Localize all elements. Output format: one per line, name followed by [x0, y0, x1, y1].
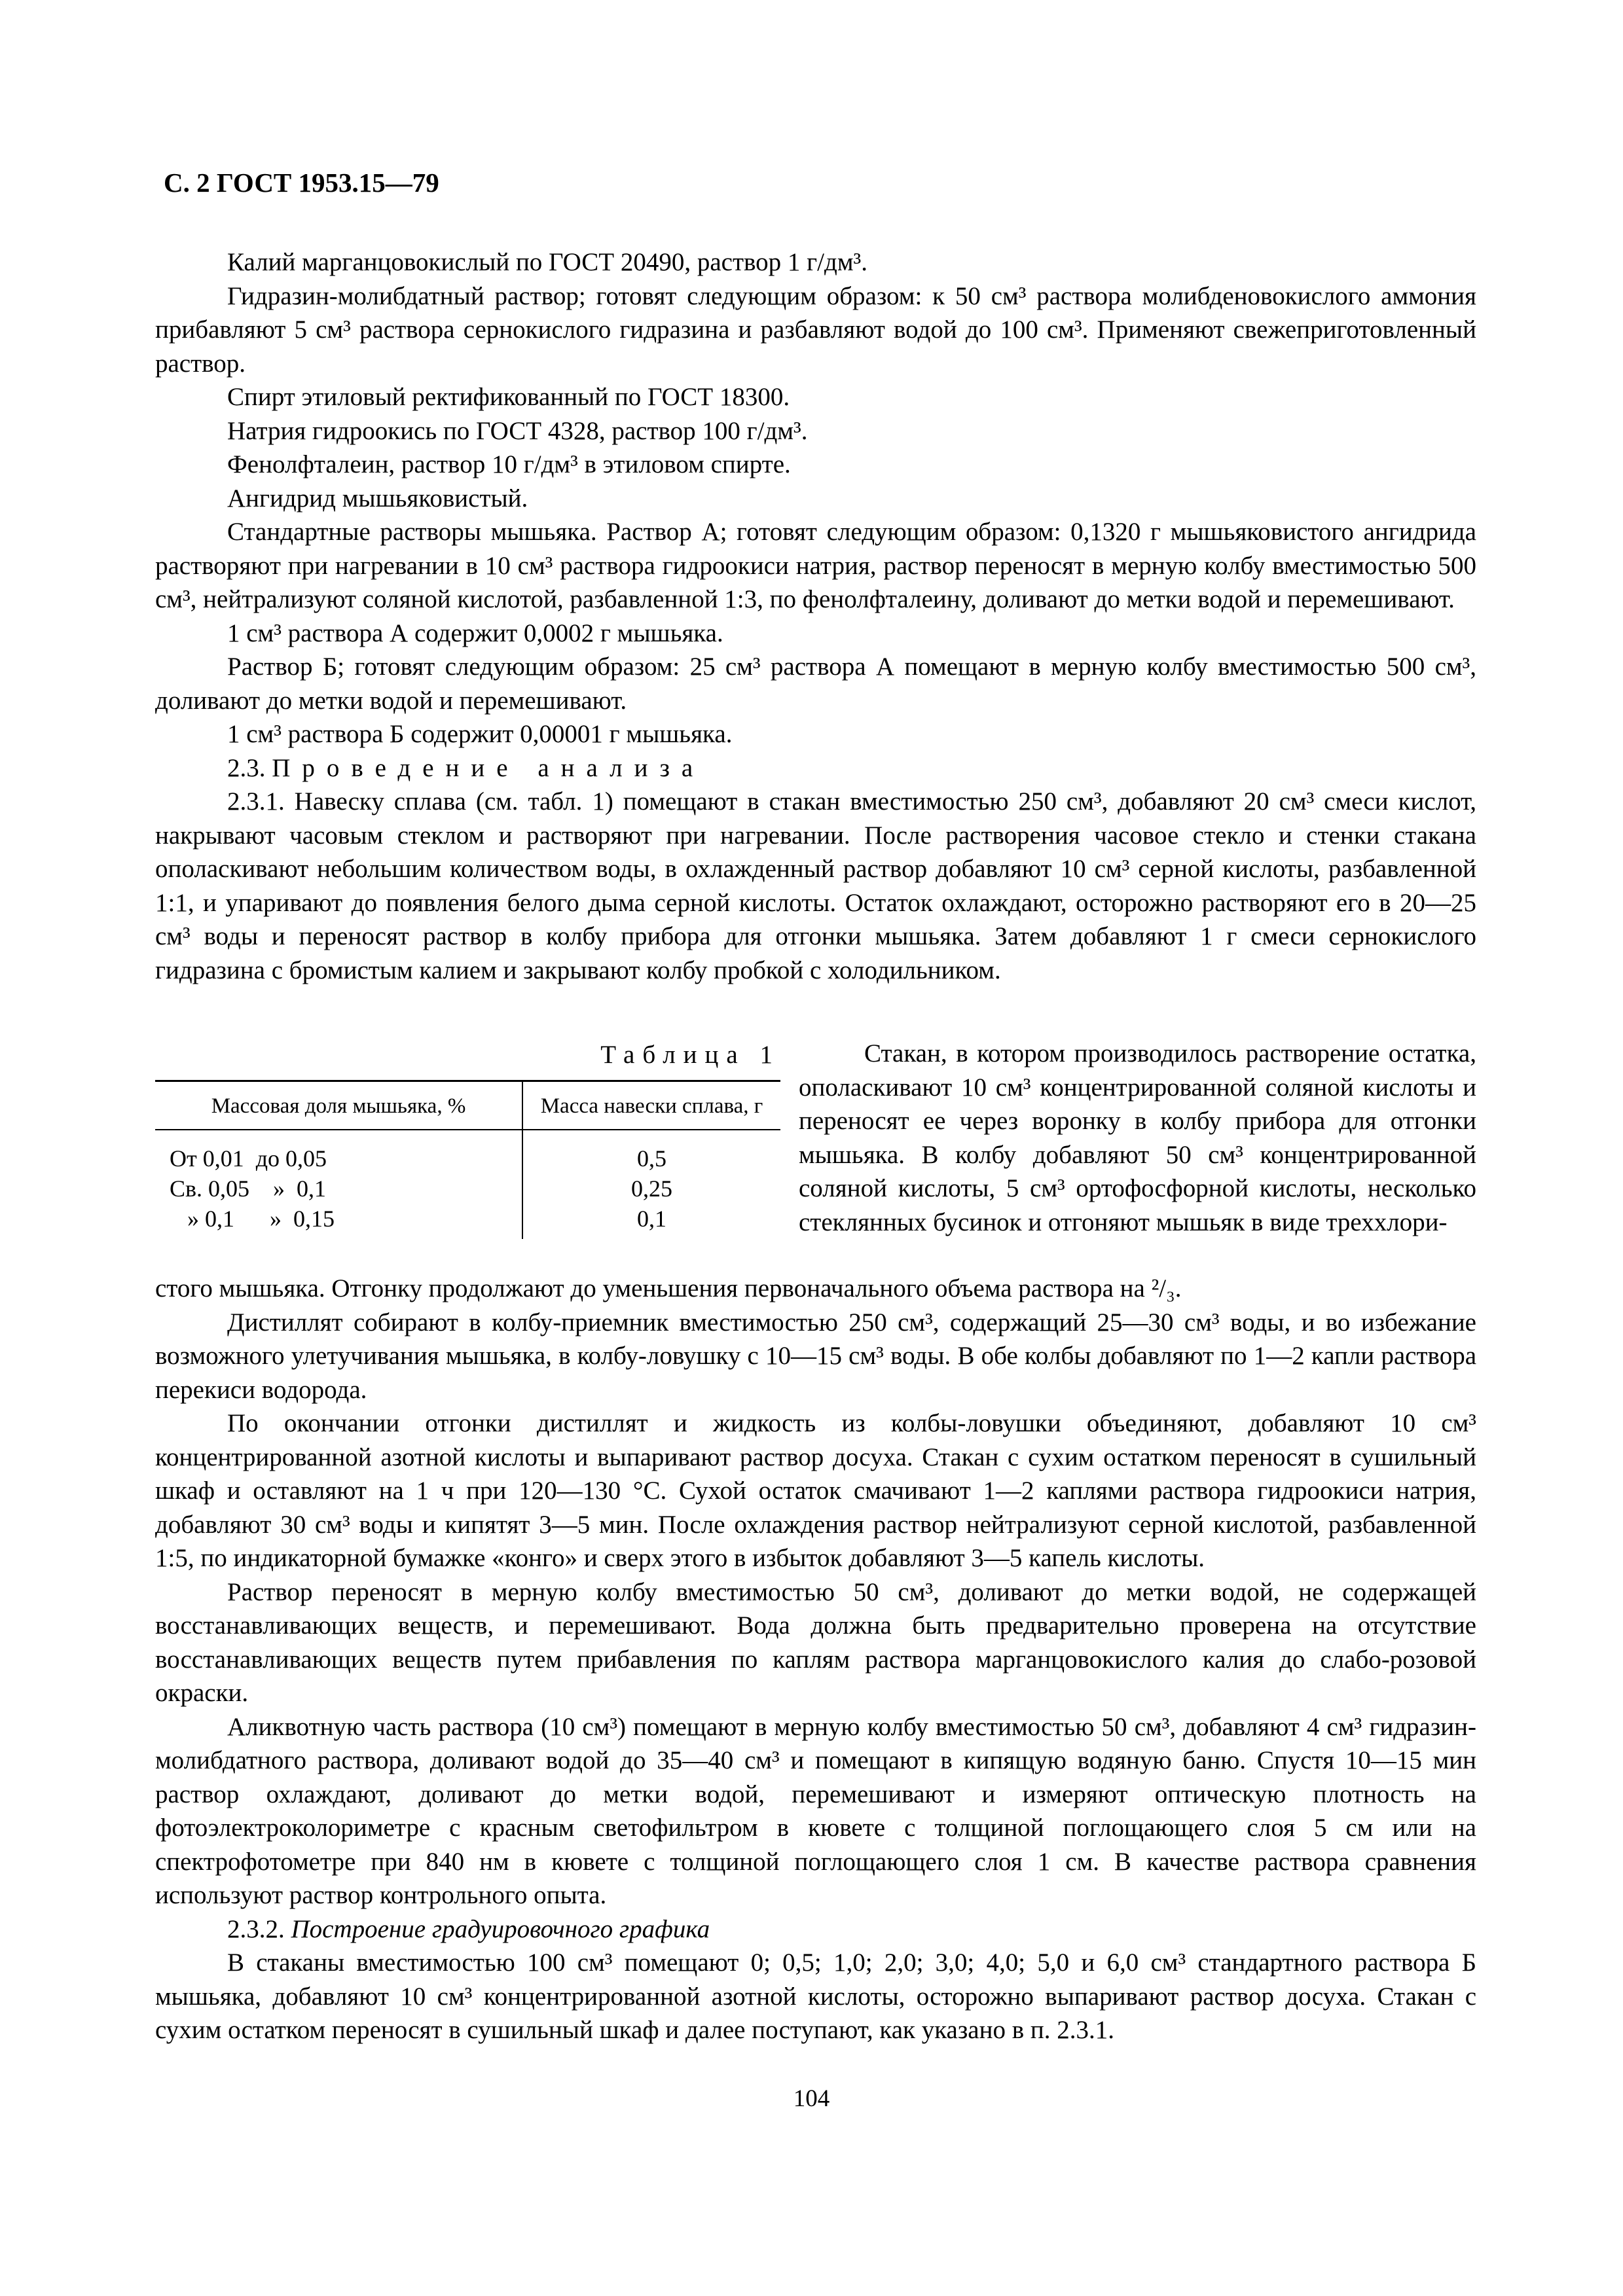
subsection-heading	[155, 1912, 1476, 1946]
page-number: 104	[793, 2085, 830, 2112]
paragraph: Аликвотную часть раствора (10 см³) помещают в мерную колбу вместимостью 50 см³, добавляют 4 см³ гидразин-молибдатного раствора, доливают водой до 35—40 см³ и помещают в кипящую водяную баню. Спустя 10—15 мин раствор охлаждают, доливают до метки водой, перемешивают и измеряют оптическую плотность на фотоэлектроколориметре с красным светофильтром в кювете с толщиной поглощающего слоя 5 см или на спектрофотометре при 840 нм в кювете с толщиной поглощающего слоя 1 см. В качестве раствора сравнения используют раствор контрольного опыта.	[155, 1712, 1476, 1909]
paragraph: В стаканы вместимостью 100 см³ помещают 0; 0,5; 1,0; 2,0; 3,0; 4,0; 5,0 и 6,0 см³ стандартного раствора Б мышьяка, добавляют 10 см³ концентрированной азотной кислоты, осторожно выпаривают раствор досуха. Стакан с сухим остатком переносят в сушильный шкаф и далее поступают, как указано в п. 2.3.1.	[155, 1948, 1476, 2044]
table-header-sample-mass: Масса навески сплава, г	[522, 1081, 780, 1130]
section-number: 2.3.	[227, 753, 266, 782]
paragraph: Раствор Б; готовят следующим образом: 25 см³ раствора А помещают в мерную колбу вместимостью 500 см³, доливают до метки водой и перемешивают.	[155, 653, 1476, 715]
table-cell: » 0,1 » 0,15	[155, 1204, 522, 1239]
table-cell: Св. 0,05 » 0,1	[155, 1174, 522, 1204]
subsection-number: 2.3.2.	[227, 1914, 285, 1943]
subsection-title: Построение градуировочного графика	[291, 1914, 710, 1943]
side-column	[799, 1037, 1476, 1239]
data-table	[155, 1080, 780, 1239]
paragraph: Гидразин-молибдатный раствор; готовят следующим образом: к 50 см³ раствора молибденовокислого аммония прибавляют 5 см³ раствора сернокислого гидразина и разбавляют водой до 100 см³. Применяют свежеприготовленный раствор.	[155, 281, 1476, 378]
paragraph: Раствор переносят в мерную колбу вместимостью 50 см³, доливают до метки водой, не содержащей восстанавливающих веществ, и перемешивают. Вода должна быть предварительно проверена на отсутствие восстанавливающих веществ путем прибавления по каплям раствора марганцовокислого калия до слабо-розовой окраски.	[155, 1577, 1476, 1707]
table-header-arsenic-fraction: Массовая доля мышьяка, %	[155, 1081, 522, 1130]
paragraph: 1 см³ раствора Б содержит 0,00001 г мышьяка.	[227, 720, 733, 748]
paragraph: Фенолфталеин, раствор 10 г/дм³ в этиловом спирте.	[227, 450, 791, 478]
table-cell: 0,1	[637, 1206, 666, 1232]
page-header: С. 2 ГОСТ 1953.15—79	[164, 168, 439, 198]
table-cell: 0,5	[637, 1145, 666, 1172]
paragraph: Натрия гидроокись по ГОСТ 4328, раствор 100 г/дм³.	[227, 416, 808, 445]
paragraph: Стакан, в котором производилось растворение остатка, ополаскивают 10 см³ концентрированной соляной кислоты и переносят ее через воронку в колбу прибора для отгонки мышьяка. В колбу добавляют 50 см³ концентрированной соляной кислоты, 5 см³ ортофосфорной кислоты, несколько стеклянных бусинок и отгоняют мышьяк в виде треххлори-	[799, 1039, 1476, 1236]
table-1	[155, 1039, 780, 1239]
analysis-section	[155, 1272, 1476, 2047]
paragraph: Дистиллят собирают в колбу-приемник вместимостью 250 см³, содержащий 25—30 см³ воды, и во избежание возможного улетучивания мышьяка, в колбу-ловушку с 10—15 см³ воды. В обе колбы добавляют по 1—2 капли раствора перекиси водорода.	[155, 1308, 1476, 1404]
paragraph-2-3-1: 2.3.1. Навеску сплава (см. табл. 1) помещают в стакан вместимостью 250 см³, добавляют 20 см³ смеси кислот, накрывают часовым стеклом и растворяют при нагревании. После растворения часовое стекло и стенки стакана ополаскивают небольшим количеством воды, в охлажденный раствор добавляют 10 см³ серной кислоты, разбавленной 1:1, и упаривают до появления белого дыма серной кислоты. Остаток охлаждают, осторожно растворяют его в 20—25 см³ воды и переносят раствор в колбу прибора для отгонки мышьяка. Затем добавляют 1 г смеси сернокислого гидразина с бромистым калием и закрывают колбу пробкой с холодильником.	[155, 787, 1476, 984]
table-row	[155, 1130, 780, 1174]
paragraph: Спирт этиловый ректификованный по ГОСТ 18300.	[227, 383, 790, 411]
section-title: Проведение анализа	[272, 753, 705, 782]
table-row	[155, 1174, 780, 1204]
table-cell: От 0,01 до 0,05	[155, 1130, 522, 1174]
paragraph: Стандартные растворы мышьяка. Раствор А; готовят следующим образом: 0,1320 г мышьяковистого ангидрида растворяют при нагревании в 10 см³ раствора гидроокиси натрия, раствор переносят в мерную колбу вместимостью 500 см³, нейтрализуют соляной кислотой, разбавленной 1:3, по фенолфталеину, доливают до метки водой и перемешивают.	[155, 518, 1476, 613]
paragraph: Калий марганцовокислый по ГОСТ 20490, раствор 1 г/дм³.	[227, 248, 867, 276]
paragraph-continuation: стого мышьяка. Отгонку продолжают до уменьшения первоначального объема раствора на ²/₃.	[155, 1274, 1182, 1302]
paragraph: По окончании отгонки дистиллят и жидкость из колбы-ловушки объединяют, добавляют 10 см³ концентрированной азотной кислоты и выпаривают раствор досуха. Стакан с сухим остатком переносят в сушильный шкаф и оставляют на 1 ч при 120—130 °С. Сухой остаток смачивают 1—2 каплями раствора гидроокиси натрия, добавляют 30 см³ воды и кипятят 3—5 мин. После охлаждения раствор нейтрализуют серной кислотой, разбавленной 1:5, по индикаторной бумажке «конго» и сверх этого в избыток добавляют 3—5 капель кислоты.	[155, 1409, 1476, 1572]
paragraph: Ангидрид мышьяковистый.	[227, 484, 528, 512]
reagents-section	[155, 245, 1476, 987]
table-cell: 0,25	[631, 1175, 672, 1202]
table-caption: Таблица 1	[600, 1041, 780, 1069]
paragraph: 1 см³ раствора А содержит 0,0002 г мышьяка.	[227, 619, 723, 647]
section-heading	[155, 751, 1476, 785]
table-row	[155, 1204, 780, 1239]
